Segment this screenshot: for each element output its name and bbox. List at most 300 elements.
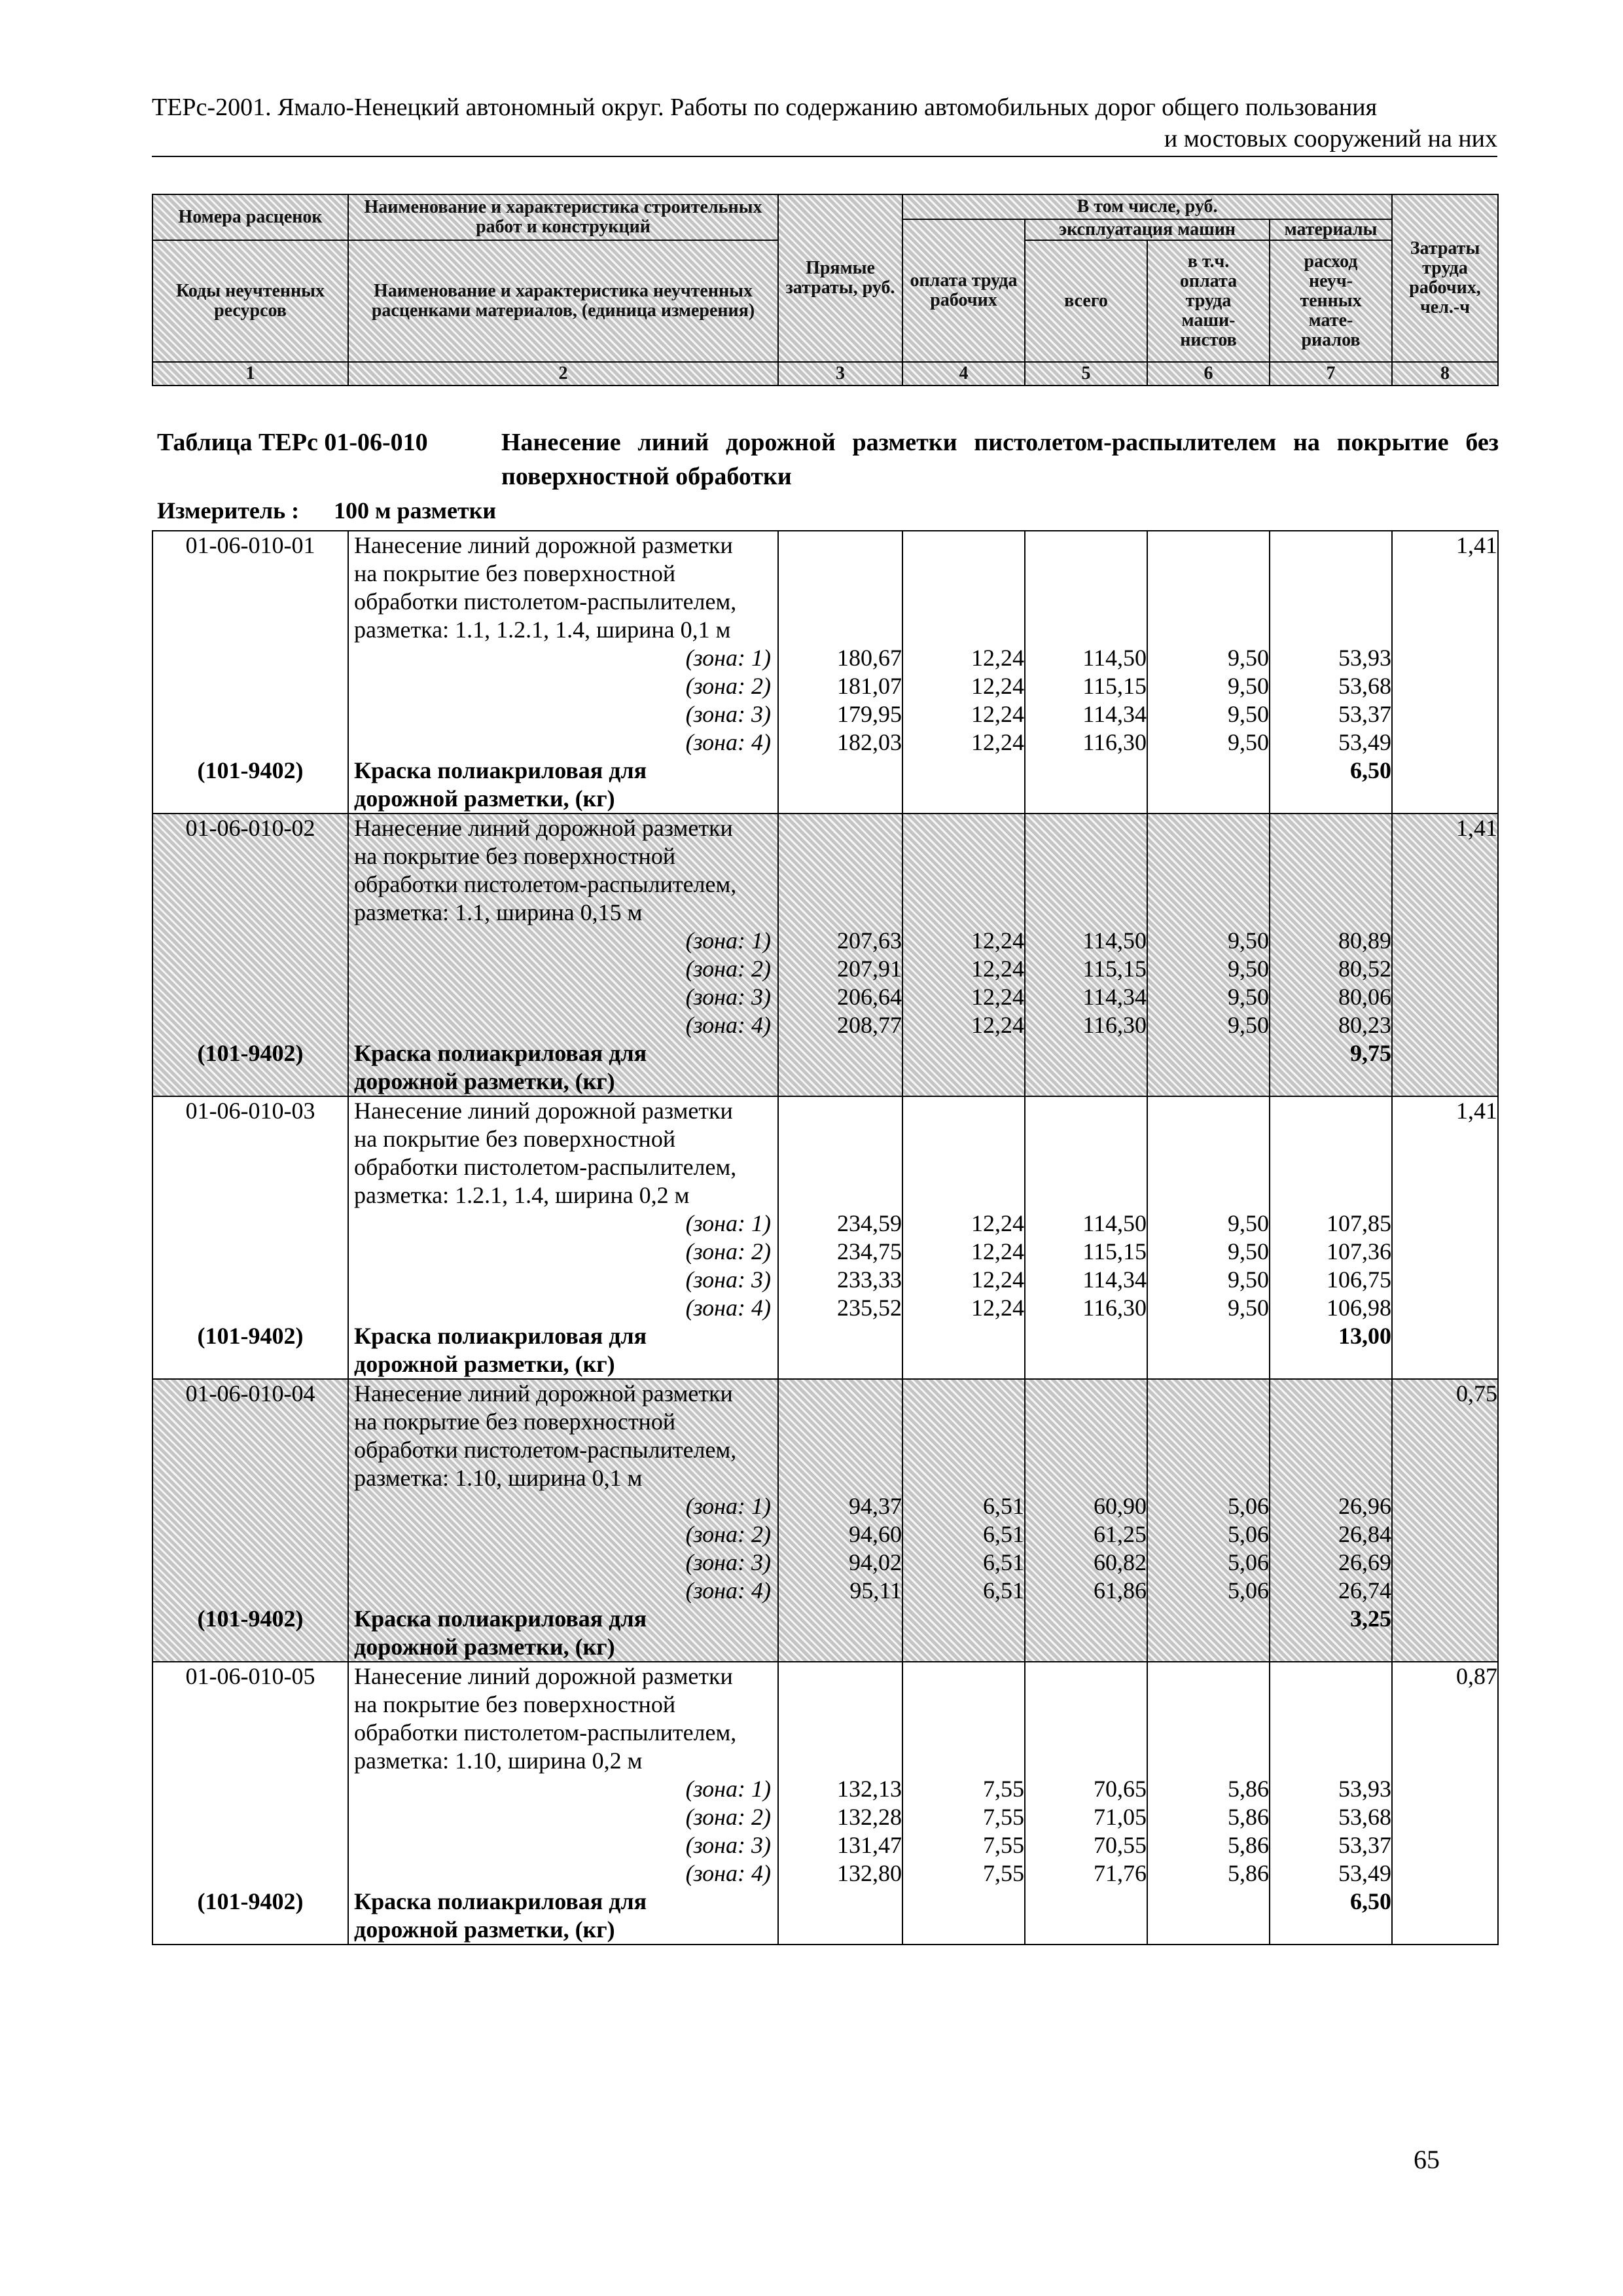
rate-row <box>152 531 1498 814</box>
worker-pay-cell <box>902 531 1025 814</box>
machinist-pay-value: 5,86 <box>1228 1860 1269 1886</box>
empty-line <box>1270 1464 1391 1492</box>
empty-line <box>1148 1719 1269 1747</box>
worker-pay-cell <box>902 1379 1025 1662</box>
col-number-2: 2 <box>348 362 778 386</box>
machinist-pay-value: 9,50 <box>1228 1266 1269 1293</box>
empty-line <box>153 1266 348 1294</box>
empty-line <box>153 1294 348 1322</box>
rate-code: 01-06-010-03 <box>185 1098 315 1124</box>
labor-value: 0,87 <box>1456 1663 1497 1689</box>
col-number-1: 1 <box>152 362 348 386</box>
rate-row <box>152 1662 1498 1945</box>
worker-pay-value: 7,55 <box>983 1776 1024 1802</box>
resource-name: дорожной разметки, (кг) <box>354 1351 615 1377</box>
empty-line <box>1270 588 1391 616</box>
empty-line <box>153 1520 348 1549</box>
empty-line <box>1270 1380 1391 1408</box>
machinist-pay-value: 9,50 <box>1228 956 1269 982</box>
zone-label: (зона: 4) <box>685 1860 771 1886</box>
empty-line <box>153 1831 348 1859</box>
empty-line <box>1026 842 1147 870</box>
empty-line <box>153 1238 348 1266</box>
direct-cost-value: 180,67 <box>837 645 902 671</box>
materials-cell <box>1270 531 1392 814</box>
empty-line <box>153 1436 348 1464</box>
description-line: Нанесение линий дорожной разметки <box>354 815 733 841</box>
description-line: на покрытие без поверхностной <box>354 560 676 586</box>
materials-cell <box>1270 1379 1392 1662</box>
materials-value: 53,68 <box>1338 1804 1391 1830</box>
machinist-pay-cell <box>1147 814 1270 1096</box>
empty-line <box>153 672 348 700</box>
machine-total-cell <box>1025 1662 1147 1945</box>
direct-cost-value: 182,03 <box>837 729 902 755</box>
empty-line <box>779 1153 902 1181</box>
empty-line <box>1026 1691 1147 1719</box>
empty-line <box>779 814 902 842</box>
direct-cost-value: 131,47 <box>837 1832 902 1858</box>
materials-value: 80,23 <box>1338 1012 1391 1038</box>
empty-line <box>1148 899 1269 927</box>
empty-line <box>153 1492 348 1520</box>
empty-line <box>1270 560 1391 588</box>
rate-description-cell <box>348 1379 778 1662</box>
worker-pay-value: 7,55 <box>983 1804 1024 1830</box>
machinist-pay-value: 9,50 <box>1228 673 1269 699</box>
empty-line <box>1148 1691 1269 1719</box>
empty-line <box>1270 1408 1391 1436</box>
empty-line <box>903 1719 1024 1747</box>
materials-cell <box>1270 1096 1392 1379</box>
worker-pay-value: 12,24 <box>971 956 1024 982</box>
machine-total-value: 60,82 <box>1094 1549 1147 1575</box>
worker-pay-value: 6,51 <box>983 1577 1024 1604</box>
empty-line <box>1270 531 1391 560</box>
empty-line <box>153 1408 348 1436</box>
machine-total-value: 61,86 <box>1094 1577 1147 1604</box>
labor-cell <box>1392 531 1498 814</box>
description-line: обработки пистолетом-распылителем, <box>354 588 737 615</box>
zone-label: (зона: 4) <box>685 1012 771 1038</box>
empty-line <box>1026 1097 1147 1125</box>
col-resource-name: Наименование и характеристика неучтенных расценками материалов, (единица измерения) <box>348 240 778 362</box>
empty-line <box>903 899 1024 927</box>
col-materials: материалы <box>1270 219 1392 240</box>
machine-total-cell <box>1025 1379 1147 1662</box>
machinist-pay-cell <box>1147 1096 1270 1379</box>
direct-cost-value: 235,52 <box>837 1295 902 1321</box>
worker-pay-cell <box>902 814 1025 1096</box>
worker-pay-value: 12,24 <box>971 1012 1024 1038</box>
machinist-pay-cell <box>1147 531 1270 814</box>
worker-pay-value: 7,55 <box>983 1832 1024 1858</box>
empty-line <box>779 1691 902 1719</box>
empty-line <box>1148 616 1269 644</box>
empty-line <box>1148 1662 1269 1691</box>
machine-total-value: 116,30 <box>1082 729 1147 755</box>
empty-line <box>903 1408 1024 1436</box>
column-header-table <box>152 194 1499 386</box>
direct-cost-value: 207,91 <box>837 956 902 982</box>
direct-cost-value: 179,95 <box>837 701 902 727</box>
empty-line <box>903 1097 1024 1125</box>
description-line: Нанесение линий дорожной разметки <box>354 532 733 558</box>
zone-label: (зона: 3) <box>685 1832 771 1858</box>
worker-pay-cell <box>902 1662 1025 1945</box>
machine-total-value: 61,25 <box>1094 1521 1147 1547</box>
machine-total-value: 114,34 <box>1082 1266 1147 1293</box>
worker-pay-cell <box>902 1096 1025 1379</box>
empty-line <box>153 560 348 588</box>
zone-label: (зона: 1) <box>685 1776 771 1802</box>
empty-line <box>1270 1125 1391 1153</box>
resource-code: (101-9402) <box>197 757 304 783</box>
empty-line <box>903 1181 1024 1210</box>
empty-line <box>1026 870 1147 899</box>
description-line: разметка: 1.1, 1.2.1, 1.4, ширина 0,1 м <box>354 617 731 643</box>
machine-total-value: 114,50 <box>1082 645 1147 671</box>
materials-value: 80,52 <box>1338 956 1391 982</box>
rate-description-cell <box>348 814 778 1096</box>
empty-line <box>1148 1153 1269 1181</box>
machinist-pay-cell <box>1147 1379 1270 1662</box>
description-line: разметка: 1.1, ширина 0,15 м <box>354 899 643 925</box>
rate-code-cell <box>152 1662 348 1945</box>
resource-quantity: 9,75 <box>1350 1040 1391 1066</box>
direct-cost-value: 94,37 <box>849 1493 902 1519</box>
resource-code: (101-9402) <box>197 1323 304 1349</box>
description-line: на покрытие без поверхностной <box>354 843 676 869</box>
direct-cost-value: 208,77 <box>837 1012 902 1038</box>
description-line: обработки пистолетом-распылителем, <box>354 1437 737 1463</box>
rates-table <box>152 530 1499 1945</box>
measure-line <box>157 496 497 525</box>
empty-line <box>779 1408 902 1436</box>
empty-line <box>1148 1125 1269 1153</box>
empty-line <box>153 1775 348 1803</box>
empty-line <box>153 1803 348 1831</box>
labor-value: 1,41 <box>1456 532 1497 558</box>
machine-total-cell <box>1025 1096 1147 1379</box>
empty-line <box>153 955 348 983</box>
empty-line <box>1148 560 1269 588</box>
resource-name: Краска полиакриловая для <box>354 1888 647 1914</box>
description-line: на покрытие без поверхностной <box>354 1408 676 1435</box>
materials-value: 26,84 <box>1338 1521 1391 1547</box>
machine-total-cell <box>1025 814 1147 1096</box>
empty-line <box>153 1549 348 1577</box>
machinist-pay-value: 5,06 <box>1228 1493 1269 1519</box>
measure-value: 100 м разметки <box>334 497 497 524</box>
worker-pay-value: 6,51 <box>983 1549 1024 1575</box>
table-code: Таблица ТЕРс 01-06-010 <box>157 429 428 456</box>
empty-line <box>153 1859 348 1888</box>
resource-quantity: 3,25 <box>1350 1605 1391 1632</box>
worker-pay-value: 7,55 <box>983 1860 1024 1886</box>
col-machine-operation: эксплуатация машин <box>1025 219 1270 240</box>
worker-pay-value: 12,24 <box>971 673 1024 699</box>
direct-cost-value: 94,60 <box>849 1521 902 1547</box>
zone-label: (зона: 3) <box>685 1549 771 1575</box>
empty-line <box>779 531 902 560</box>
resource-name: Краска полиакриловая для <box>354 1323 647 1349</box>
header-line-1: ТЕРс-2001. Ямало-Ненецкий автономный округ. Работы по содержанию автомобильных дорог общего пользования <box>152 94 1378 121</box>
empty-line <box>1148 1747 1269 1775</box>
worker-pay-value: 12,24 <box>971 645 1024 671</box>
labor-cell <box>1392 1662 1498 1945</box>
col-labor-costs: Затраты труда рабочих, чел.-ч <box>1392 194 1498 362</box>
worker-pay-value: 12,24 <box>971 1238 1024 1265</box>
empty-line <box>1148 1436 1269 1464</box>
machine-total-value: 114,50 <box>1082 927 1147 954</box>
empty-line <box>1026 1464 1147 1492</box>
page-number: 65 <box>1414 2145 1440 2174</box>
empty-line <box>153 588 348 616</box>
empty-line <box>1270 899 1391 927</box>
empty-line <box>1026 560 1147 588</box>
rate-row <box>152 1096 1498 1379</box>
empty-line <box>1270 1719 1391 1747</box>
empty-line <box>153 1719 348 1747</box>
empty-line <box>1148 1408 1269 1436</box>
machinist-pay-value: 5,06 <box>1228 1549 1269 1575</box>
machinist-pay-value: 9,50 <box>1228 927 1269 954</box>
machine-total-value: 114,34 <box>1082 701 1147 727</box>
empty-line <box>1270 1662 1391 1691</box>
direct-cost-value: 234,75 <box>837 1238 902 1265</box>
direct-costs-cell <box>778 814 902 1096</box>
materials-value: 26,96 <box>1338 1493 1391 1519</box>
description-line: разметка: 1.10, ширина 0,2 м <box>354 1748 643 1774</box>
direct-cost-value: 95,11 <box>849 1577 902 1604</box>
resource-name: Краска полиакриловая для <box>354 757 647 783</box>
empty-line <box>779 616 902 644</box>
empty-line <box>1026 899 1147 927</box>
rate-description-cell <box>348 1096 778 1379</box>
rate-code-cell <box>152 531 348 814</box>
resource-name: дорожной разметки, (кг) <box>354 785 615 812</box>
machine-total-cell <box>1025 531 1147 814</box>
resource-quantity: 6,50 <box>1350 1888 1391 1914</box>
materials-value: 53,93 <box>1338 1776 1391 1802</box>
empty-line <box>153 1691 348 1719</box>
resource-code: (101-9402) <box>197 1040 304 1066</box>
empty-line <box>1270 1097 1391 1125</box>
labor-cell <box>1392 1096 1498 1379</box>
resource-name: Краска полиакриловая для <box>354 1605 647 1632</box>
zone-label: (зона: 4) <box>685 1577 771 1604</box>
direct-costs-cell <box>778 1096 902 1379</box>
materials-value: 106,75 <box>1327 1266 1391 1293</box>
direct-cost-value: 207,63 <box>837 927 902 954</box>
empty-line <box>903 588 1024 616</box>
col-machine-total: всего <box>1025 240 1147 362</box>
empty-line <box>1026 1181 1147 1210</box>
document-header <box>152 92 1497 157</box>
machine-total-value: 60,90 <box>1094 1493 1147 1519</box>
machine-total-value: 70,55 <box>1094 1832 1147 1858</box>
col-number-7: 7 <box>1270 362 1392 386</box>
zone-label: (зона: 3) <box>685 701 771 727</box>
col-worker-pay: оплата труда рабочих <box>902 219 1025 362</box>
labor-value: 1,41 <box>1456 1098 1497 1124</box>
empty-line <box>903 616 1024 644</box>
rate-code-cell <box>152 1096 348 1379</box>
machinist-pay-value: 5,06 <box>1228 1521 1269 1547</box>
empty-line <box>153 927 348 955</box>
empty-line <box>153 700 348 728</box>
machine-total-value: 114,34 <box>1082 984 1147 1010</box>
description-line: на покрытие без поверхностной <box>354 1691 676 1717</box>
empty-line <box>779 1464 902 1492</box>
col-number-6: 6 <box>1147 362 1270 386</box>
col-number-5: 5 <box>1025 362 1147 386</box>
zone-label: (зона: 2) <box>685 1238 771 1265</box>
machinist-pay-value: 9,50 <box>1228 1012 1269 1038</box>
rate-description-cell <box>348 531 778 814</box>
rate-description-cell <box>348 1662 778 1945</box>
resource-code: (101-9402) <box>197 1605 304 1632</box>
materials-value: 26,69 <box>1338 1549 1391 1575</box>
zone-label: (зона: 2) <box>685 956 771 982</box>
zone-label: (зона: 2) <box>685 673 771 699</box>
resource-name: Краска полиакриловая для <box>354 1040 647 1066</box>
materials-value: 53,37 <box>1338 701 1391 727</box>
worker-pay-value: 12,24 <box>971 927 1024 954</box>
materials-value: 53,37 <box>1338 1832 1391 1858</box>
machinist-pay-value: 5,86 <box>1228 1804 1269 1830</box>
empty-line <box>153 644 348 672</box>
measure-label: Измеритель : <box>157 497 300 524</box>
rate-code-cell <box>152 1379 348 1662</box>
empty-line <box>153 1464 348 1492</box>
empty-line <box>153 842 348 870</box>
zone-label: (зона: 2) <box>685 1804 771 1830</box>
rate-code: 01-06-010-02 <box>185 815 315 841</box>
empty-line <box>1270 842 1391 870</box>
machinist-pay-value: 5,06 <box>1228 1577 1269 1604</box>
worker-pay-value: 12,24 <box>971 701 1024 727</box>
empty-line <box>1026 1436 1147 1464</box>
zone-label: (зона: 3) <box>685 1266 771 1293</box>
empty-line <box>1148 531 1269 560</box>
empty-line <box>779 1181 902 1210</box>
empty-line <box>1148 814 1269 842</box>
machinist-pay-value: 5,86 <box>1228 1776 1269 1802</box>
col-direct-costs: Прямые затраты, руб. <box>778 194 902 362</box>
table-title: Нанесение линий дорожной разметки пистолетом-распылителем на покрытие без поверхностной обработки <box>501 429 1499 490</box>
zone-label: (зона: 4) <box>685 1295 771 1321</box>
empty-line <box>153 1577 348 1605</box>
empty-line <box>1270 1691 1391 1719</box>
empty-line <box>903 842 1024 870</box>
materials-value: 80,06 <box>1338 984 1391 1010</box>
empty-line <box>1026 1408 1147 1436</box>
materials-value: 26,74 <box>1338 1577 1391 1604</box>
direct-cost-value: 132,13 <box>837 1776 902 1802</box>
machine-total-value: 115,15 <box>1082 1238 1147 1265</box>
materials-value: 53,49 <box>1338 729 1391 755</box>
direct-cost-value: 234,59 <box>837 1210 902 1236</box>
labor-value: 1,41 <box>1456 815 1497 841</box>
materials-value: 106,98 <box>1327 1295 1391 1321</box>
empty-line <box>1270 1436 1391 1464</box>
labor-cell <box>1392 814 1498 1096</box>
zone-label: (зона: 1) <box>685 1493 771 1519</box>
empty-line <box>1270 1747 1391 1775</box>
zone-label: (зона: 4) <box>685 729 771 755</box>
machine-total-value: 116,30 <box>1082 1295 1147 1321</box>
col-resource-codes: Коды неучтенных ресурсов <box>152 240 348 362</box>
direct-costs-cell <box>778 531 902 814</box>
empty-line <box>779 588 902 616</box>
col-number-3: 3 <box>778 362 902 386</box>
materials-value: 107,85 <box>1327 1210 1391 1236</box>
machinist-pay-value: 9,50 <box>1228 645 1269 671</box>
direct-cost-value: 94,02 <box>849 1549 902 1575</box>
empty-line <box>153 1747 348 1775</box>
machine-total-value: 71,76 <box>1094 1860 1147 1886</box>
machine-total-value: 114,50 <box>1082 1210 1147 1236</box>
direct-cost-value: 206,64 <box>837 984 902 1010</box>
worker-pay-value: 12,24 <box>971 1295 1024 1321</box>
machinist-pay-value: 9,50 <box>1228 1210 1269 1236</box>
machinist-pay-cell <box>1147 1662 1270 1945</box>
empty-line <box>903 1747 1024 1775</box>
empty-line <box>1026 531 1147 560</box>
machine-total-value: 71,05 <box>1094 1804 1147 1830</box>
empty-line <box>1026 616 1147 644</box>
empty-line <box>153 899 348 927</box>
machinist-pay-value: 9,50 <box>1228 1295 1269 1321</box>
rate-code-cell <box>152 814 348 1096</box>
materials-value: 53,49 <box>1338 1860 1391 1886</box>
empty-line <box>1270 616 1391 644</box>
direct-costs-cell <box>778 1662 902 1945</box>
resource-quantity: 6,50 <box>1350 757 1391 783</box>
empty-line <box>153 983 348 1011</box>
empty-line <box>903 870 1024 899</box>
empty-line <box>903 1691 1024 1719</box>
worker-pay-value: 12,24 <box>971 984 1024 1010</box>
zone-label: (зона: 3) <box>685 984 771 1010</box>
empty-line <box>1270 1153 1391 1181</box>
zone-label: (зона: 2) <box>685 1521 771 1547</box>
direct-cost-value: 132,28 <box>837 1804 902 1830</box>
col-work-name: Наименование и характеристика строительных работ и конструкций <box>348 194 778 240</box>
empty-line <box>903 1436 1024 1464</box>
empty-line <box>779 1662 902 1691</box>
machinist-pay-value: 5,86 <box>1228 1832 1269 1858</box>
materials-value: 53,93 <box>1338 645 1391 671</box>
description-line: разметка: 1.2.1, 1.4, ширина 0,2 м <box>354 1182 690 1208</box>
resource-code: (101-9402) <box>197 1888 304 1914</box>
col-rate-numbers: Номера расценок <box>152 194 348 240</box>
direct-cost-value: 233,33 <box>837 1266 902 1293</box>
empty-line <box>1148 1097 1269 1125</box>
empty-line <box>1026 1747 1147 1775</box>
col-number-4: 4 <box>902 362 1025 386</box>
empty-line <box>903 1464 1024 1492</box>
empty-line <box>153 1125 348 1153</box>
empty-line <box>903 1380 1024 1408</box>
description-line: обработки пистолетом-распылителем, <box>354 1719 737 1746</box>
col-material-use: расход неуч- тенных мате- риалов <box>1270 240 1392 362</box>
empty-line <box>779 1719 902 1747</box>
empty-line <box>1026 814 1147 842</box>
empty-line <box>1026 588 1147 616</box>
